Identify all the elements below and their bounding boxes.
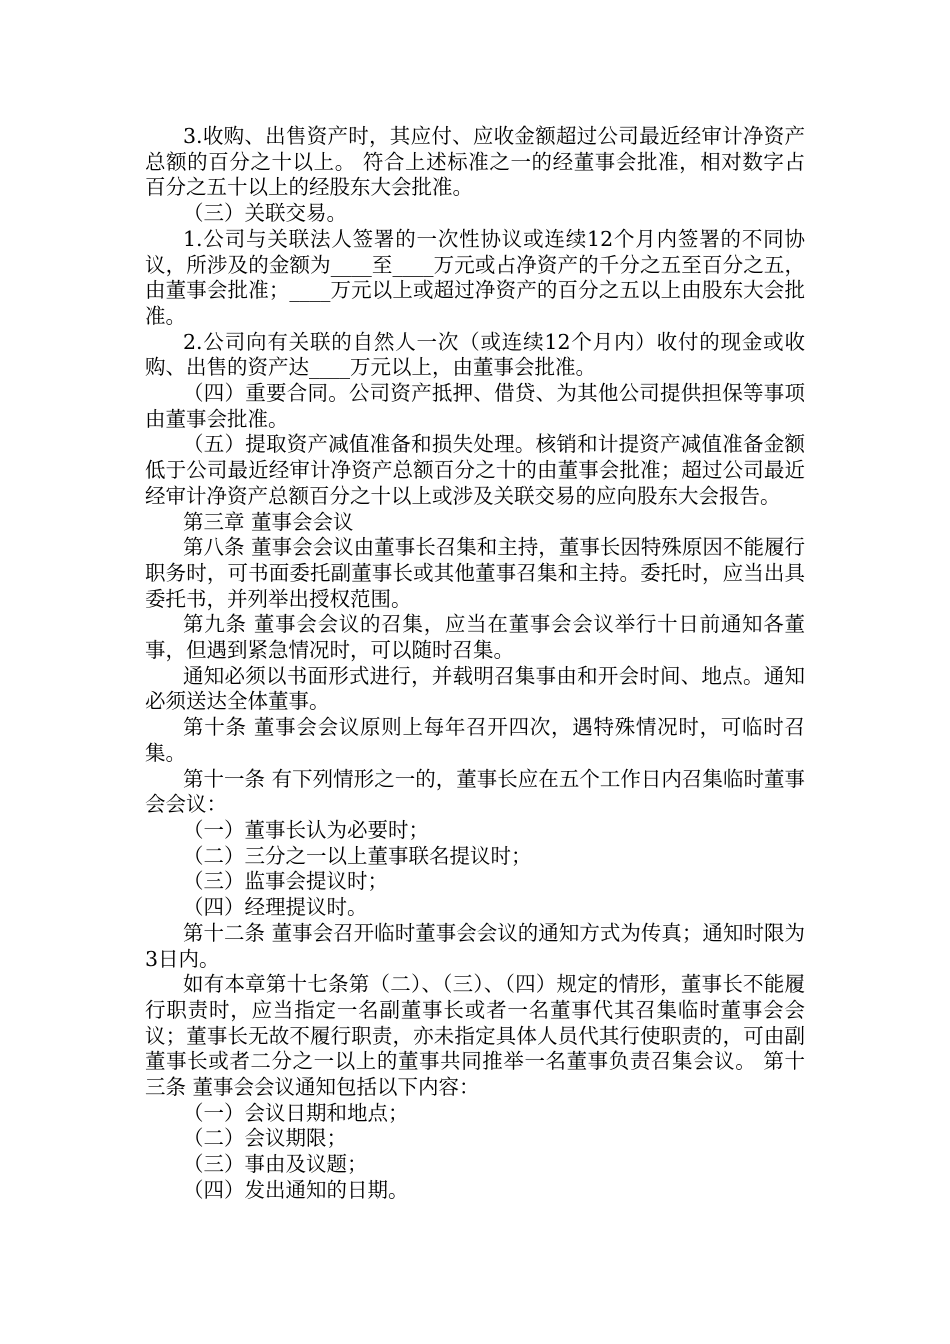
paragraph: （四）重要合同。公司资产抵押、借贷、为其他公司提供担保等事项由董事会批准。 — [145, 381, 805, 431]
article-12: 第十二条 董事会召开临时董事会会议的通知方式为传真；通知时限为3日内。 — [145, 920, 805, 971]
article-10: 第十条 董事会会议原则上每年召开四次，遇特殊情况时，可临时召集。 — [145, 715, 805, 765]
paragraph: （五）提取资产减值准备和损失处理。核销和计提资产减值准备金额低于公司最近经审计净资产总额百分之十的由董事会批准；超过公司最近经审计净资产总额百分之十以上或涉及关联交易的应向股东大会报告。 — [145, 432, 805, 508]
list-item: （一）会议日期和地点； — [183, 1100, 409, 1125]
paragraph: 2.公司向有关联的自然人一次（或连续12个月内）收付的现金或收购、出售的资产达____万元以上，由董事会批准。 — [145, 329, 805, 380]
paragraph: 通知必须以书面形式进行，并载明召集事由和开会时间、地点。通知必须送达全体董事。 — [145, 663, 805, 714]
paragraph: 1.公司与关联法人签署的一次性协议或连续12个月内签署的不同协议，所涉及的金额为____至____万元或占净资产的千分之五至百分之五，由董事会批准；____万元以上或超过净资产的百分之五以上由股东大会批准。 — [145, 226, 805, 328]
paragraph: 3.收购、出售资产时，其应付、应收金额超过公司最近经审计净资产总额的百分之十以上。 符合上述标准之一的经董事会批准，相对数字占百分之五十以上的经股东大会批准。 — [145, 124, 805, 200]
article-11: 第十一条 有下列情形之一的，董事长应在五个工作日内召集临时董事会会议： — [145, 766, 805, 817]
list-item: （三）事由及议题； — [183, 1152, 368, 1177]
article-9: 第九条 董事会会议的召集，应当在董事会会议举行十日前通知各董事，但遇到紧急情况时，可以随时召集。 — [145, 612, 805, 663]
list-item: （四）经理提议时。 — [183, 895, 368, 920]
list-item: （二）三分之一以上董事联名提议时； — [183, 843, 532, 868]
list-item: （四）发出通知的日期。 — [183, 1177, 409, 1202]
article-8: 第八条 董事会会议由董事长召集和主持，董事长因特殊原因不能履行职务时，可书面委托副董事长或其他董事召集和主持。委托时，应当出具委托书，并列举出授权范围。 — [145, 535, 805, 611]
chapter-heading: 第三章 董事会会议 — [183, 509, 354, 534]
list-item: （二）会议期限； — [183, 1126, 347, 1151]
paragraph: 如有本章第十七条第（二）、（三）、（四）规定的情形，董事长不能履行职责时，应当指定一名副董事长或者一名董事代其召集临时董事会会议；董事长无故不履行职责，亦未指定具体人员代其行使职责的，可由副董事长或者二分之一以上的董事共同推举一名董事负责召集会议。 第十三条 董事会会议通知包括以下内容： — [145, 972, 805, 1100]
paragraph: （三）关联交易。 — [183, 201, 347, 226]
list-item: （三）监事会提议时； — [183, 869, 388, 894]
list-item: （一）董事长认为必要时； — [183, 817, 429, 842]
document-body — [145, 124, 805, 1204]
